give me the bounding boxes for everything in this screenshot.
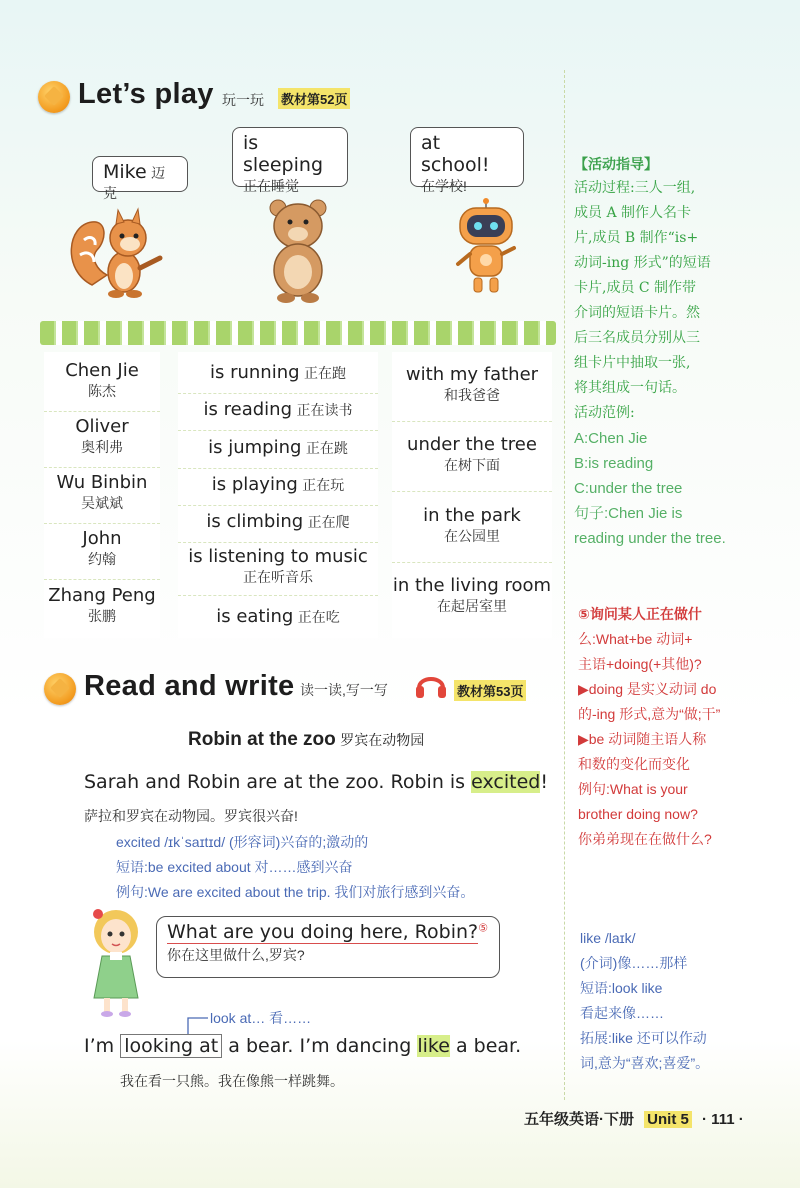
guide-line: 活动过程:三人一组, bbox=[574, 180, 696, 196]
card-en: in the living room bbox=[392, 575, 552, 596]
card-zh: 在树下面 bbox=[444, 457, 500, 473]
place-card bbox=[392, 434, 552, 492]
card-zh: 正在跳 bbox=[305, 440, 348, 456]
story-title-en: Robin at the zoo bbox=[188, 729, 336, 750]
card-en: under the tree bbox=[407, 434, 537, 455]
sentence-text: a bear. bbox=[449, 1035, 522, 1057]
card-zh: 和我爸爸 bbox=[444, 387, 500, 403]
guide-line: 将其组成一句话。 bbox=[574, 380, 686, 396]
guide-example: A:Chen Jie bbox=[574, 430, 648, 447]
book-name: 五年级英语·下册 bbox=[524, 1111, 634, 1128]
guide-example: C:under the tree bbox=[574, 480, 683, 497]
guide-example: 句子:Chen Jie is bbox=[574, 505, 683, 522]
bubble-en: Mike bbox=[103, 161, 147, 183]
lets-play-subtitle: 玩一玩 bbox=[222, 92, 264, 108]
card-zh: 在公园里 bbox=[444, 528, 500, 544]
story-sentence-1 bbox=[84, 771, 548, 793]
robot-illustration bbox=[450, 198, 522, 298]
card-zh: 正在听音乐 bbox=[243, 569, 313, 585]
card-strip-decoration bbox=[40, 321, 556, 345]
page-footer bbox=[524, 1108, 744, 1129]
card-zh: 正在玩 bbox=[302, 477, 345, 493]
note-line: (介词)像……那样 bbox=[580, 955, 688, 971]
highlight-like: like bbox=[417, 1035, 450, 1057]
section-badge-icon bbox=[38, 81, 70, 113]
note-line: 拓展:like 还可以作动 bbox=[580, 1030, 707, 1046]
place-card bbox=[392, 505, 552, 563]
place-card bbox=[392, 575, 552, 633]
story-sentence-2-zh: 我在看一只熊。我在像熊一样跳舞。 bbox=[120, 1073, 344, 1089]
guide-line: 后三名成员分别从三 bbox=[574, 330, 700, 346]
read-write-title: Read and write bbox=[84, 670, 295, 702]
guide-line: 成员 A 制作人名卡 bbox=[574, 205, 692, 221]
card-en: is playing bbox=[211, 474, 298, 495]
card-zh: 正在跑 bbox=[304, 365, 346, 381]
guide-example: reading under the tree. bbox=[574, 530, 726, 547]
story-title bbox=[188, 729, 424, 751]
guide-line: 动词-ing 形式”的短语 bbox=[574, 255, 711, 271]
read-write-subtitle: 读一读,写一写 bbox=[300, 682, 388, 698]
action-card bbox=[178, 511, 378, 543]
name-card bbox=[44, 585, 160, 637]
bubble-zh: 迈克 bbox=[103, 165, 166, 201]
action-card bbox=[178, 474, 378, 506]
question-zh: 你在这里做什么,罗宾? bbox=[167, 947, 305, 963]
card-zh: 吴斌斌 bbox=[81, 495, 123, 511]
unit-label: Unit 5 bbox=[644, 1111, 692, 1128]
story-sentence-1-zh: 萨拉和罗宾在动物园。罗宾很兴奋! bbox=[84, 808, 298, 824]
vocab-note-like bbox=[580, 926, 770, 1076]
card-zh: 正在吃 bbox=[297, 609, 340, 625]
note-line: 例句:What is your bbox=[578, 781, 688, 797]
guide-line: 活动范例: bbox=[574, 405, 635, 421]
note-line: 么:What+be 动词+ bbox=[578, 631, 693, 647]
note-line: 的-ing 形式,意为“做;干” bbox=[578, 706, 721, 722]
action-card bbox=[178, 362, 378, 394]
action-card bbox=[178, 546, 378, 596]
look-at-note: look at… 看…… bbox=[210, 1010, 312, 1026]
action-card bbox=[178, 399, 378, 431]
note-line: like /laɪk/ bbox=[580, 930, 636, 946]
card-zh: 正在读书 bbox=[296, 402, 353, 418]
bubble-zh: 在学校! bbox=[421, 178, 467, 194]
sentence-text: a bear. I’m dancing bbox=[222, 1035, 418, 1057]
note-line: 短语:look like bbox=[580, 980, 663, 996]
note-line: 主语+doing(+其他)? bbox=[578, 656, 702, 672]
card-zh: 在起居室里 bbox=[437, 598, 507, 614]
annotation-arrow bbox=[180, 1014, 210, 1036]
bubble-mike bbox=[92, 156, 188, 201]
card-en: is climbing bbox=[206, 511, 304, 532]
column-divider bbox=[564, 70, 565, 1100]
guide-title: 【活动指导】 bbox=[574, 156, 658, 172]
card-en: is running bbox=[209, 362, 300, 383]
card-zh: 陈杰 bbox=[88, 383, 116, 399]
section-badge-icon bbox=[44, 673, 76, 705]
note-line: 你弟弟现在在做什么? bbox=[578, 831, 712, 847]
note-line: 短语:be excited about 对……感到兴奋 bbox=[116, 859, 353, 875]
excited-note bbox=[116, 830, 566, 905]
bubble-sleeping bbox=[232, 127, 348, 194]
card-en: is eating bbox=[216, 606, 294, 627]
lets-play-title: Let’s play bbox=[78, 78, 214, 110]
note-line: 和数的变化而变化 bbox=[578, 756, 690, 772]
note-line: 看起来像…… bbox=[580, 1005, 664, 1021]
place-card bbox=[392, 364, 552, 422]
card-en: Wu Binbin bbox=[56, 472, 148, 493]
action-card bbox=[178, 606, 378, 636]
sentence-text: ! bbox=[540, 771, 548, 793]
lets-play-page-ref: 教材第52页 bbox=[278, 88, 350, 109]
story-sentence-2 bbox=[84, 1035, 521, 1057]
name-card bbox=[44, 416, 160, 468]
page-number: · 111 · bbox=[702, 1111, 744, 1128]
guide-line: 卡片,成员 C 制作带 bbox=[574, 280, 697, 296]
story-title-zh: 罗宾在动物园 bbox=[340, 732, 425, 748]
card-en: Oliver bbox=[75, 416, 129, 437]
read-write-page-ref: 教材第53页 bbox=[454, 680, 526, 701]
sentence-text: I’m bbox=[84, 1035, 121, 1057]
card-zh: 张鹏 bbox=[88, 608, 116, 624]
bear-illustration bbox=[258, 198, 338, 304]
note-line: 词,意为“喜欢;喜爱”。 bbox=[580, 1055, 710, 1071]
bubble-school bbox=[410, 127, 524, 194]
boxed-looking-at: looking at bbox=[120, 1034, 222, 1058]
card-en: is reading bbox=[203, 399, 293, 420]
name-card bbox=[44, 360, 160, 412]
name-card bbox=[44, 472, 160, 524]
card-zh: 正在爬 bbox=[307, 514, 350, 530]
question-en: What are you doing here, Robin? bbox=[167, 921, 479, 943]
card-zh: 奥利弗 bbox=[81, 439, 123, 455]
activity-guide bbox=[574, 152, 764, 551]
action-card bbox=[178, 437, 378, 469]
sentence-text: Sarah and Robin are at the zoo. Robin is bbox=[84, 771, 472, 793]
card-en: is jumping bbox=[208, 437, 302, 458]
card-zh: 约翰 bbox=[88, 551, 116, 567]
bubble-zh: 正在睡觉 bbox=[243, 178, 299, 194]
bubble-en: is sleeping bbox=[243, 132, 323, 176]
note-line: ⑤询问某人正在做什 bbox=[578, 606, 702, 622]
guide-example: B:is reading bbox=[574, 455, 654, 472]
note-line: ▶doing 是实义动词 do bbox=[578, 681, 717, 697]
name-card bbox=[44, 528, 160, 580]
guide-line: 介词的短语卡片。然 bbox=[574, 305, 700, 321]
note-line: brother doing now? bbox=[578, 806, 698, 822]
girl-sarah-illustration bbox=[84, 906, 148, 1020]
question-bubble bbox=[156, 916, 500, 978]
squirrel-illustration bbox=[62, 200, 172, 300]
highlight-excited: excited bbox=[471, 771, 541, 793]
note-line: 例句:We are excited about the trip. 我们对旅行感到兴奋。 bbox=[116, 884, 475, 900]
card-en: in the park bbox=[423, 505, 521, 526]
bubble-en: at school! bbox=[421, 132, 490, 176]
card-en: Chen Jie bbox=[65, 360, 139, 381]
note-marker: ⑤ bbox=[478, 922, 488, 935]
card-en: Zhang Peng bbox=[48, 585, 156, 606]
note-line: ▶be 动词随主语人称 bbox=[578, 731, 707, 747]
card-en: John bbox=[82, 528, 122, 549]
card-en: with my father bbox=[405, 364, 539, 385]
grammar-note-5 bbox=[578, 602, 768, 852]
guide-line: 片,成员 B 制作“is+ bbox=[574, 230, 699, 246]
guide-line: 组卡片中抽取一张, bbox=[574, 355, 691, 371]
card-en: is listening to music bbox=[188, 546, 368, 567]
headphones-icon bbox=[414, 668, 448, 700]
note-line: excited /ɪkˈsaɪtɪd/ (形容词)兴奋的;激动的 bbox=[116, 834, 369, 850]
